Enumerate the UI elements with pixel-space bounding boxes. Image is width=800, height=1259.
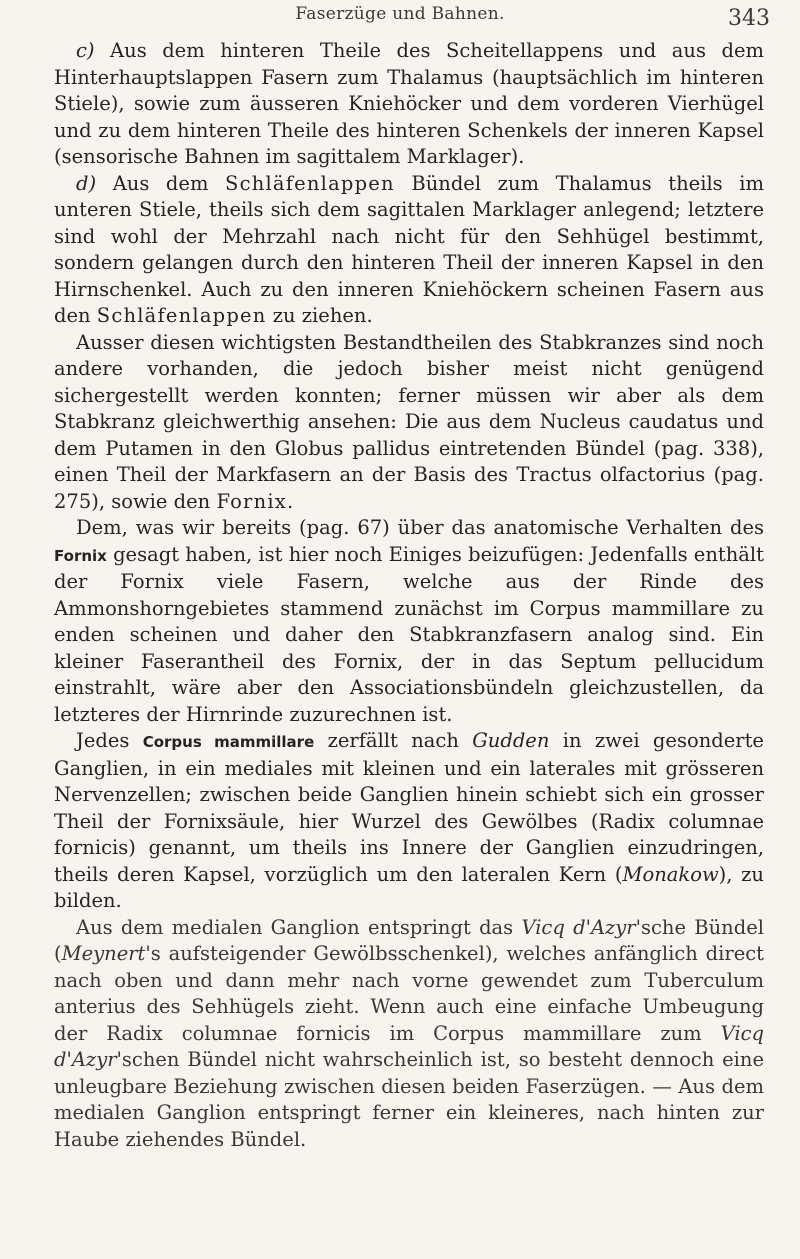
paragraph-text: . (286, 489, 294, 513)
spaced-term: Schläfenlappen (225, 171, 395, 195)
paragraph-text: Aus dem (112, 171, 209, 195)
running-title: Faserzüge und Bahnen. (295, 4, 505, 24)
paragraph-corpus-mammillare (54, 728, 764, 915)
italic-name: Meynert (61, 942, 146, 965)
paragraph-text: 's aufsteigender Gewölbsschenkel), welches anfänglich direct nach oben und dann mehr nach vorne gewendet zum Tuberculum anterius des Sehhügels zieht. Wenn auch eine einfache Umbeugung der Radix columnae fornicis im Corpus mammillare zum (54, 942, 764, 1045)
paragraph-text: zerfällt nach (327, 729, 459, 752)
paragraph-fornix (54, 515, 764, 728)
list-marker: c) (76, 39, 95, 62)
paragraph-text: zu ziehen. (272, 304, 373, 327)
running-head (0, 4, 800, 32)
paragraph-text: 'schen Bündel nicht wahrscheinlich ist, so besteht dennoch eine unleugbare Beziehung zwischen diesen beiden Faserzügen. — Aus dem medialen Ganglion entspringt ferner ein kleineres, nach hinten zur Haube ziehendes Bündel. (54, 1048, 764, 1151)
italic-name: Monakow (622, 862, 719, 886)
italic-name: Vicq d'Azyr (521, 915, 636, 939)
bold-term: Corpus mammillare (142, 733, 315, 751)
paragraph-vicq-dazyr (54, 915, 764, 1154)
paragraph-d (54, 171, 764, 330)
spaced-term: Schläfenlappen (96, 304, 267, 327)
italic-name: Vicq d'Azyr (54, 1021, 764, 1071)
paragraph-stabkranz (54, 330, 764, 516)
paragraph-text: 'sche Bündel ( (54, 915, 764, 965)
list-marker: d) (76, 171, 97, 195)
paragraph-text: Dem, was wir bereits (pag. 67) über das anatomische Verhalten des (76, 516, 764, 539)
paragraph-c (54, 38, 764, 171)
italic-name: Gudden (472, 729, 550, 752)
page-number: 343 (728, 6, 770, 31)
paragraph-text: Jedes (76, 729, 130, 752)
paragraph-text: Aus dem medialen Ganglion entspringt das (76, 915, 514, 939)
paragraph-text: in zwei gesonderte Ganglien, in ein mediales mit kleinen und ein laterales mit grösseren Nervenzellen; zwischen beide Ganglien hinein schiebt sich ein grosser Theil der Fornixsäule, hier Wurzel des Gewölbes (Radix columnae fornicis) genannt, um theils ins Innere der Ganglien einzudringen, theils deren Kapsel, vorzüglich um den lateralen Kern ( (54, 729, 764, 886)
paragraph-text: gesagt haben, ist hier noch Einiges beizufügen: Jedenfalls enthält der Fornix viele Fasern, welche aus der Rinde des Ammonshorngebietes stammend zunächst im Corpus mammillare zu enden scheinen und daher den Stabkranzfasern analog sind. Ein kleiner Faserantheil des Fornix, der in das Septum pellucidum einstrahlt, wäre aber den Associationsbündeln gleichzustellen, da letzteres der Hirnrinde zuzurechnen ist. (54, 542, 764, 726)
spaced-term: Fornix (216, 489, 287, 513)
body-text (54, 38, 764, 1153)
paragraph-text: Ausser diesen wichtigsten Bestandtheilen des Stabkranzes sind noch andere vorhanden, die jedoch bisher meist nicht genügend sichergestellt werden konnten; ferner müssen wir aber als dem Stabkranz gleichwerthig ansehen: Die aus dem Nucleus caudatus und dem Putamen in den Globus pallidus eintretenden Bündel (pag. 338), einen Theil der Markfasern an der Basis des Tractus olfactorius (pag. 275), sowie den (54, 330, 764, 513)
bold-term: Fornix (54, 546, 107, 565)
paragraph-text: Aus dem hinteren Theile des Scheitellappens und aus dem Hinterhauptslappen Fasern zum Thalamus (hauptsächlich im hinteren Stiele), sowie zum äusseren Kniehöcker und dem vorderen Vierhügel und zu dem hinteren Theile des hinteren Schenkels der inneren Kapsel (sensorische Bahnen im sagittalem Marklager). (54, 39, 765, 168)
paragraph-text: ), zu bilden. (54, 862, 764, 912)
paragraph-text: Bündel zum Thalamus theils im unteren Stiele, theils sich dem sagittalen Marklager anlegend; letztere sind wohl der Mehrzahl nach nicht für den Sehhügel bestimmt, sondern gelangen durch den hinteren Theil der inneren Kapsel in den Hirnschenkel. Auch zu den inneren Kniehöckern scheinen Fasern aus den (54, 171, 764, 327)
